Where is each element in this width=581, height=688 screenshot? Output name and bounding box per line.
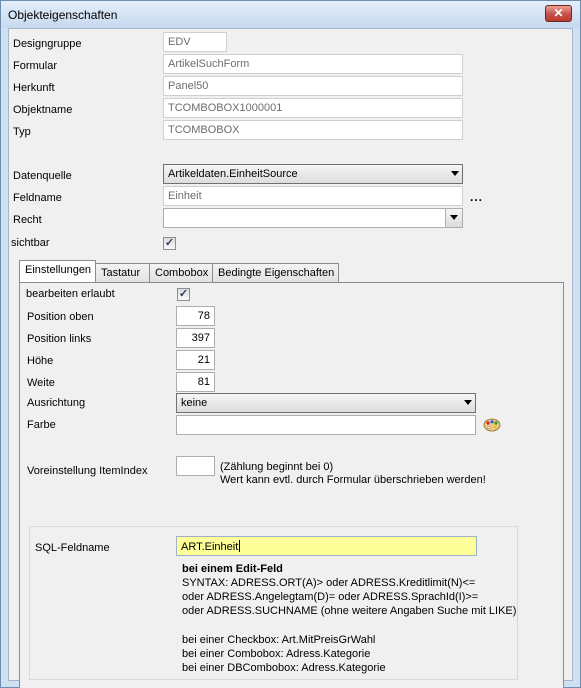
color-palette-icon[interactable]	[483, 418, 501, 432]
objektname-label: Objektname	[13, 104, 73, 116]
sql-help-line: SYNTAX: ADRESS.ORT(A)> oder ADRESS.Kreditlimit(N)<=	[182, 577, 476, 589]
sql-example-line: bei einer Combobox: Adress.Kategorie	[182, 648, 371, 660]
feldname-field[interactable]: Einheit	[163, 186, 463, 206]
itemindex-hint-2: Wert kann evtl. durch Formular überschrieben werden!	[220, 474, 486, 486]
sql-help-line: oder ADRESS.Angelegtam(D)= oder ADRESS.SprachId(I)>=	[182, 591, 479, 603]
weite-label: Weite	[27, 377, 55, 389]
settings-tab-panel	[19, 282, 564, 688]
sql-feldname-field[interactable]	[176, 536, 477, 556]
tab-combobox[interactable]	[149, 263, 213, 282]
ausrichtung-value: keine	[181, 397, 208, 409]
designgruppe-label: Designgruppe	[13, 38, 82, 50]
sql-help-line: oder ADRESS.SUCHNAME (ohne weitere Angaben Suche mit LIKE)	[182, 605, 517, 617]
position-oben-field[interactable]: 78	[176, 306, 215, 326]
datenquelle-value: Artikeldaten.EinheitSource	[168, 168, 298, 180]
recht-label: Recht	[13, 214, 42, 226]
sichtbar-label: sichtbar	[11, 237, 50, 249]
designgruppe-field[interactable]: EDV	[163, 32, 227, 52]
chevron-down-icon	[451, 171, 459, 176]
tab-label: Bedingte Eigenschaften	[218, 267, 335, 279]
sql-feldname-value: ART.Einheit	[181, 541, 239, 553]
typ-field[interactable]: TCOMBOBOX	[163, 120, 463, 140]
weite-field[interactable]: 81	[176, 372, 215, 392]
bearbeiten-label: bearbeiten erlaubt	[26, 288, 115, 300]
checkmark-icon: ✓	[178, 288, 189, 300]
ausrichtung-select[interactable]	[176, 393, 476, 413]
sql-group	[29, 526, 518, 680]
formular-field[interactable]: ArtikelSuchForm	[163, 54, 463, 74]
sql-example-line: bei einer Checkbox: Art.MitPreisGrWahl	[182, 634, 376, 646]
datenquelle-select[interactable]	[163, 164, 463, 184]
position-links-field[interactable]: 397	[176, 328, 215, 348]
hoehe-field[interactable]: 21	[176, 350, 215, 370]
tab-label: Tastatur	[101, 267, 141, 279]
position-oben-label: Position oben	[27, 311, 94, 323]
feldname-label: Feldname	[13, 192, 62, 204]
tab-bedingte-eigenschaften[interactable]	[212, 263, 339, 282]
recht-select[interactable]	[163, 208, 463, 228]
sql-feldname-label: SQL-Feldname	[35, 542, 110, 554]
formular-label: Formular	[13, 60, 58, 72]
title-bar[interactable]	[1, 1, 580, 28]
tab-tastatur[interactable]	[95, 263, 150, 282]
sql-example-line: bei einer DBCombobox: Adress.Kategorie	[182, 662, 386, 674]
typ-label: Typ	[13, 126, 31, 138]
tab-einstellungen[interactable]	[19, 260, 96, 282]
checkmark-icon: ✓	[164, 237, 175, 249]
sichtbar-checkbox[interactable]	[163, 237, 176, 250]
close-icon: ✕	[553, 6, 564, 20]
position-links-label: Position links	[27, 333, 92, 345]
chevron-down-icon	[464, 400, 472, 405]
itemindex-hint-1: (Zählung beginnt bei 0)	[220, 461, 334, 473]
window-title: Objekteigenschaften	[8, 8, 118, 22]
hoehe-label: Höhe	[27, 355, 54, 367]
ausrichtung-label: Ausrichtung	[27, 397, 86, 409]
tab-strip	[19, 260, 564, 283]
close-button[interactable]	[545, 5, 572, 22]
text-caret	[239, 540, 240, 552]
objektname-field[interactable]: TCOMBOBOX1000001	[163, 98, 463, 118]
datenquelle-label: Datenquelle	[13, 170, 72, 182]
bearbeiten-checkbox[interactable]	[177, 288, 190, 301]
tab-label: Combobox	[155, 267, 209, 279]
sql-help-title: bei einem Edit-Feld	[182, 563, 283, 575]
herkunft-field[interactable]: Panel50	[163, 76, 463, 96]
itemindex-field[interactable]	[176, 456, 215, 476]
itemindex-label: Voreinstellung ItemIndex	[27, 465, 148, 477]
tab-label: Einstellungen	[25, 264, 92, 276]
farbe-label: Farbe	[27, 419, 56, 431]
dialog-client-area	[8, 28, 573, 681]
farbe-field[interactable]	[176, 415, 476, 435]
feldname-browse-button[interactable]: ...	[470, 190, 484, 204]
recht-dropdown-button[interactable]	[445, 209, 462, 227]
chevron-down-icon	[450, 215, 458, 220]
herkunft-label: Herkunft	[13, 82, 55, 94]
